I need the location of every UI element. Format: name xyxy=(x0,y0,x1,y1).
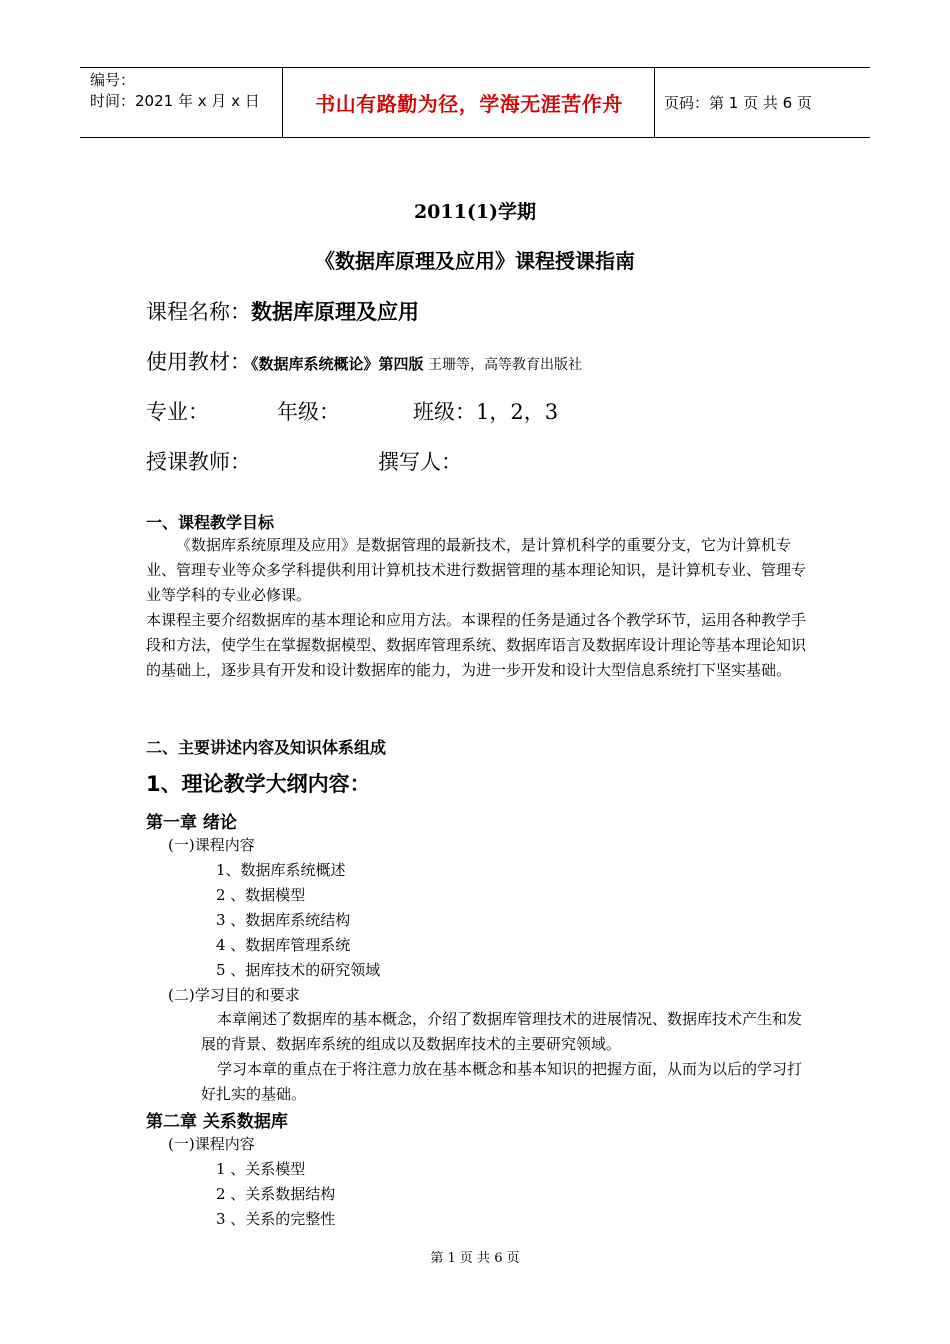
header-meta xyxy=(90,70,260,112)
chapter1-goal-paragraph-2: 学习本章的重点在于将注意力放在基本概念和基本知识的把握方面，从而为以后的学习打好扎实的基础。 xyxy=(201,1060,803,1103)
header-number-label: 编号： xyxy=(90,71,136,89)
section1-body xyxy=(146,533,808,683)
major-label: 专业： xyxy=(146,400,209,424)
chapter1-title: 第一章 绪论 xyxy=(146,813,237,833)
section1-heading: 一、课程教学目标 xyxy=(146,513,275,532)
header-page-info: 页码：第 1 页 共 6 页 xyxy=(664,94,812,112)
course-name-line xyxy=(146,296,419,326)
chapter2-item: 3 、关系的完整性 xyxy=(216,1210,336,1228)
page-header xyxy=(80,67,870,138)
section2-subheading: 1、理论教学大纲内容： xyxy=(146,772,371,796)
chapter1-item: 2 、数据模型 xyxy=(216,886,306,904)
chapter1-item: 1、数据库系统概述 xyxy=(216,861,346,879)
course-name-label: 课程名称： xyxy=(146,300,251,324)
textbook-title: 《数据库系统概论》第四版 xyxy=(251,355,424,373)
grade-label: 年级： xyxy=(277,400,340,424)
textbook-author-publisher: 王珊等，高等教育出版社 xyxy=(423,357,582,373)
chapter2-content-label: (一)课程内容 xyxy=(168,1135,255,1153)
header-divider-right xyxy=(654,68,655,137)
textbook-line xyxy=(146,346,582,376)
chapter1-item: 4 、数据库管理系统 xyxy=(216,936,351,954)
textbook-label: 使用教材： xyxy=(146,350,251,374)
writer-label: 撰写人： xyxy=(378,450,462,474)
header-time: 时间：2021 年 x 月 x 日 xyxy=(90,92,260,110)
chapter2-item: 1 、关系模型 xyxy=(216,1160,306,1178)
chapter1-goals xyxy=(201,1007,808,1107)
header-motto: 书山有路勤为径，学海无涯苦作舟 xyxy=(315,92,623,116)
chapter2-title: 第二章 关系数据库 xyxy=(146,1112,288,1132)
chapter1-item: 3 、数据库系统结构 xyxy=(216,911,351,929)
term-title: 2011(1)学期 xyxy=(413,201,537,223)
chapter2-item: 2 、关系数据结构 xyxy=(216,1185,336,1203)
chapter1-content-label: (一)课程内容 xyxy=(168,836,255,854)
page-footer: 第 1 页 共 6 页 xyxy=(430,1251,520,1266)
chapter1-goal-label: (二)学习目的和要求 xyxy=(168,986,300,1004)
section1-paragraph-2: 本课程主要介绍数据库的基本理论和应用方法。本课程的任务是通过各个教学环节，运用各种教学手段和方法，使学生在掌握数据模型、数据库管理系统、数据库语言及数据库设计理论等基本理论知识的基础上，逐步具有开发和设计数据库的能力，为进一步开发和设计大型信息系统打下坚实基础。 xyxy=(146,611,807,679)
class-label: 班级： xyxy=(413,400,476,424)
chapter1-item: 5 、据库技术的研究领域 xyxy=(216,961,381,979)
teacher-label: 授课教师： xyxy=(146,450,251,474)
section1-paragraph-1: 《数据库系统原理及应用》是数据管理的最新技术，是计算机科学的重要分支，它为计算机专业、管理专业等众多学科提供利用计算机技术进行数据管理的基本理论知识，是计算机专业、管理专业等学科的专业必修课。 xyxy=(146,536,807,604)
class-line xyxy=(413,396,558,426)
guide-title: 《数据库原理及应用》课程授课指南 xyxy=(315,249,635,273)
class-value: 1，2，3 xyxy=(476,400,559,424)
chapter1-goal-paragraph-1: 本章阐述了数据库的基本概念，介绍了数据库管理技术的进展情况、数据库技术产生和发展的背景、数据库系统的组成以及数据库技术的主要研究领域。 xyxy=(201,1010,803,1053)
section2-heading: 二、主要讲述内容及知识体系组成 xyxy=(146,738,387,757)
course-name-value: 数据库原理及应用 xyxy=(251,300,419,324)
